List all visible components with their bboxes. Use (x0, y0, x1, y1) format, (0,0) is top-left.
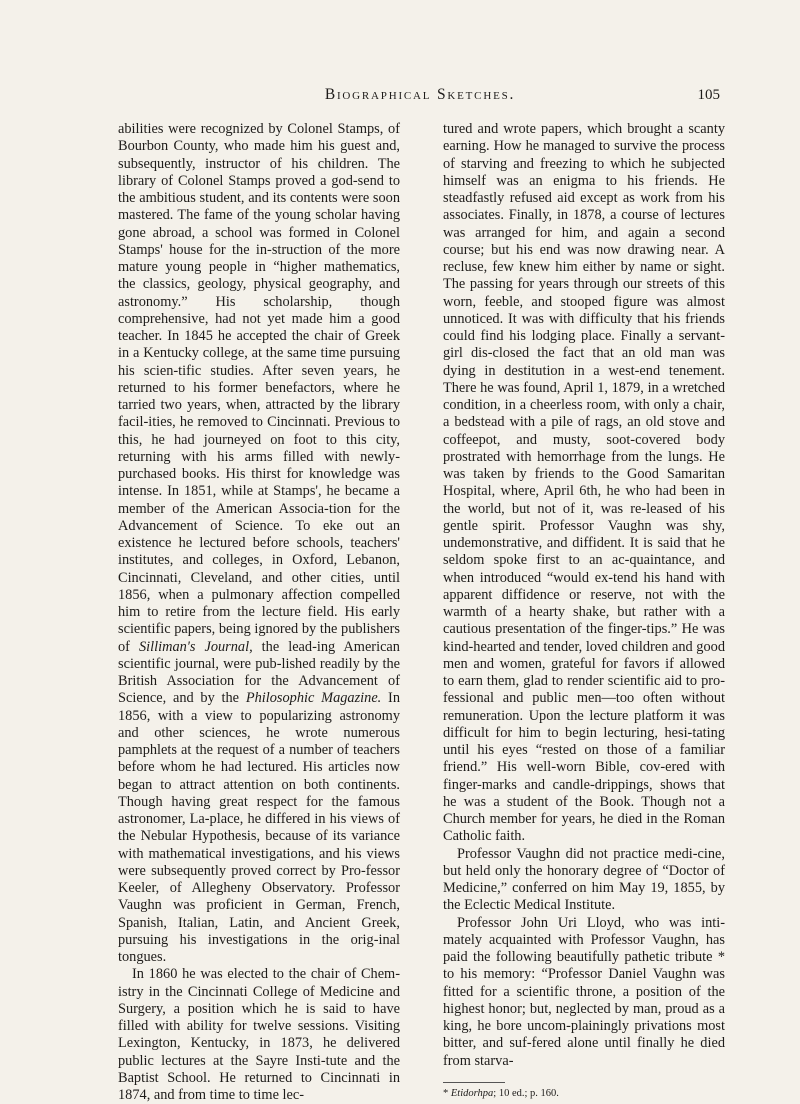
footnote-reference: ; 10 ed.; p. 160. (493, 1087, 559, 1099)
footnote-mark: * (443, 1087, 451, 1099)
right-paragraph-3: Professor John Uri Lloyd, who was inti-mately acquainted with Professor Vaughn, has paid the following beautifully pathetic tribute * to his memory: “Professor Daniel Vaughn was fitted for a scientific throne, a position of the highest honor; but, neglected by man, proud as a king, he bore uncom-plainingly privations most bitter, and suf-fered alone until finally he died from starva- (443, 914, 725, 1069)
running-head: Biographical Sketches. (324, 86, 516, 103)
philosophic-magazine-title: Philosophic Magazine. (245, 690, 382, 707)
left-paragraph-1-text-b: the lead-ing American scientific journal, were pub-lished readily by the British Association for the Advancement of Science, and by the (118, 638, 400, 707)
right-paragraph-1: tured and wrote papers, which brought a scanty earning. How he managed to survive the process of starving and freezing to which he subjected himself was an enigma to his friends. He steadfastly refused aid except as work from his associates. Finally, in 1878, a course of lectures was arranged for him, and again a second course; but his end was now drawing near. A recluse, few knew him either by name or sight. The passing for years through our streets of this worn, feeble, and stooped figure was almost unnoticed. It was with difficulty that his friends could find his lodging place. Finally a servant-girl dis-closed the fact that an old man was dying in destitution in a west-end tenement. There he was found, April 1, 1879, in a wretched condition, in a cheerless room, with only a chair, a bedstead with a pile of rags, an old stove and coffeepot, and musty, soot-covered body prostrated with hemorrhage from the lungs. He was taken by friends to the Good Samaritan Hospital, where, April 6th, he who had been in the world, but not of it, was re-leased of his gentle spirit. Professor Vaughn was shy, undemonstrative, and diffident. It is said that he seldom spoke first to an ac-quaintance, and when introduced “would ex-tend his hand with apparent diffidence or reserve, not with the warmth of a hearty shake, but rather with a cautious presentation of the finger-tips.” He was kind-hearted and tender, loved children and good men and women, grateful for favors if allowed to earn them, glad to render scientific aid to pro-fessional and public men—too often without remuneration. Upon the lecture platform it was difficult for him to begin lecturing, hesi-tating until his eyes “rested on those of a familiar friend.” His well-worn Bible, cov-ered with finger-marks and candle-drippings, shows that he was a student of the Book. Though not a Church member for years, he died in the Roman Catholic faith. (443, 121, 725, 845)
sillimans-journal-title: Silliman's Journal, (138, 638, 253, 655)
right-column (443, 121, 725, 1100)
right-paragraph-2: Professor Vaughn did not practice medi-cine, but held only the honorary degree of “Doctor of Medicine,” conferred on him May 19, 1855, by the Eclectic Medical Institute. (443, 845, 725, 914)
page-header (120, 86, 720, 110)
footnote-book-title: Etidorhpa (450, 1087, 494, 1099)
page-number: 105 (697, 87, 720, 103)
footnote (443, 1087, 725, 1100)
left-paragraph-1-text-c: In 1856, with a view to popularizing astronomy and other sciences, he wrote numerous pamphlets at the request of a number of teachers before whom he had lectured. His articles now began to attract attention on both continents. Though having great respect for the famous astronomer, La-place, he differed in his views of the Nebular Hypothesis, because of its variance with mathematical investigations, and his views were subsequently proved correct by Pro-fessor Keeler, of Allegheny Observatory. Professor Vaughn was proficient in German, French, Spanish, Italian, Latin, and Ancient Greek, pursuing his investigations in the orig-inal tongues. (118, 690, 400, 965)
left-column (118, 121, 400, 1104)
footnote-rule (443, 1082, 505, 1083)
left-paragraph-2: In 1860 he was elected to the chair of Chem-istry in the Cincinnati College of Medicine and Surgery, a position which he is said to have filled with ability for twelve sessions. Visiting Lexington, Kentucky, in 1873, he delivered public lectures at the Sayre Insti-tute and the Baptist School. He returned to Cincinnati in 1874, and from time to time lec- (118, 966, 400, 1103)
left-paragraph-1-text-a: abilities were recognized by Colonel Stamps, of Bourbon County, who made him his guest and, subsequently, instructor of his children. The library of Colonel Stamps proved a god-send to the ambitious student, and its contents were soon mastered. The fame of the young scholar having gone abroad, a school was formed in Colonel Stamps' house for the in-struction of the more mature young people in “higher mathematics, the classics, geology, physical geography, and astronomy.” His scholarship, though comprehensive, had not yet made him a good teacher. In 1845 he accepted the chair of Greek in a Kentucky college, at the same time pursuing his scien-tific studies. After seven years, he returned to his former benefactors, where he tarried two years, when, attracted by the library facil-ities, he removed to Cincinnati. Previous to this, he had journeyed on foot to this city, returning with his arms filled with newly-purchased books. His thirst for knowledge was intense. In 1851, while at Stamps', he became a member of the American Associa-tion for the Advancement of Science. To eke out an existence he lectured before schools, teachers' institutes, and colleges, in Oxford, Lebanon, Cincinnati, Cleveland, and other cities, until 1856, when a pulmonary affection compelled him to retire from the lecture field. His early scientific papers, being ignored by the publishers of (118, 121, 400, 655)
left-paragraph-1 (118, 121, 400, 966)
